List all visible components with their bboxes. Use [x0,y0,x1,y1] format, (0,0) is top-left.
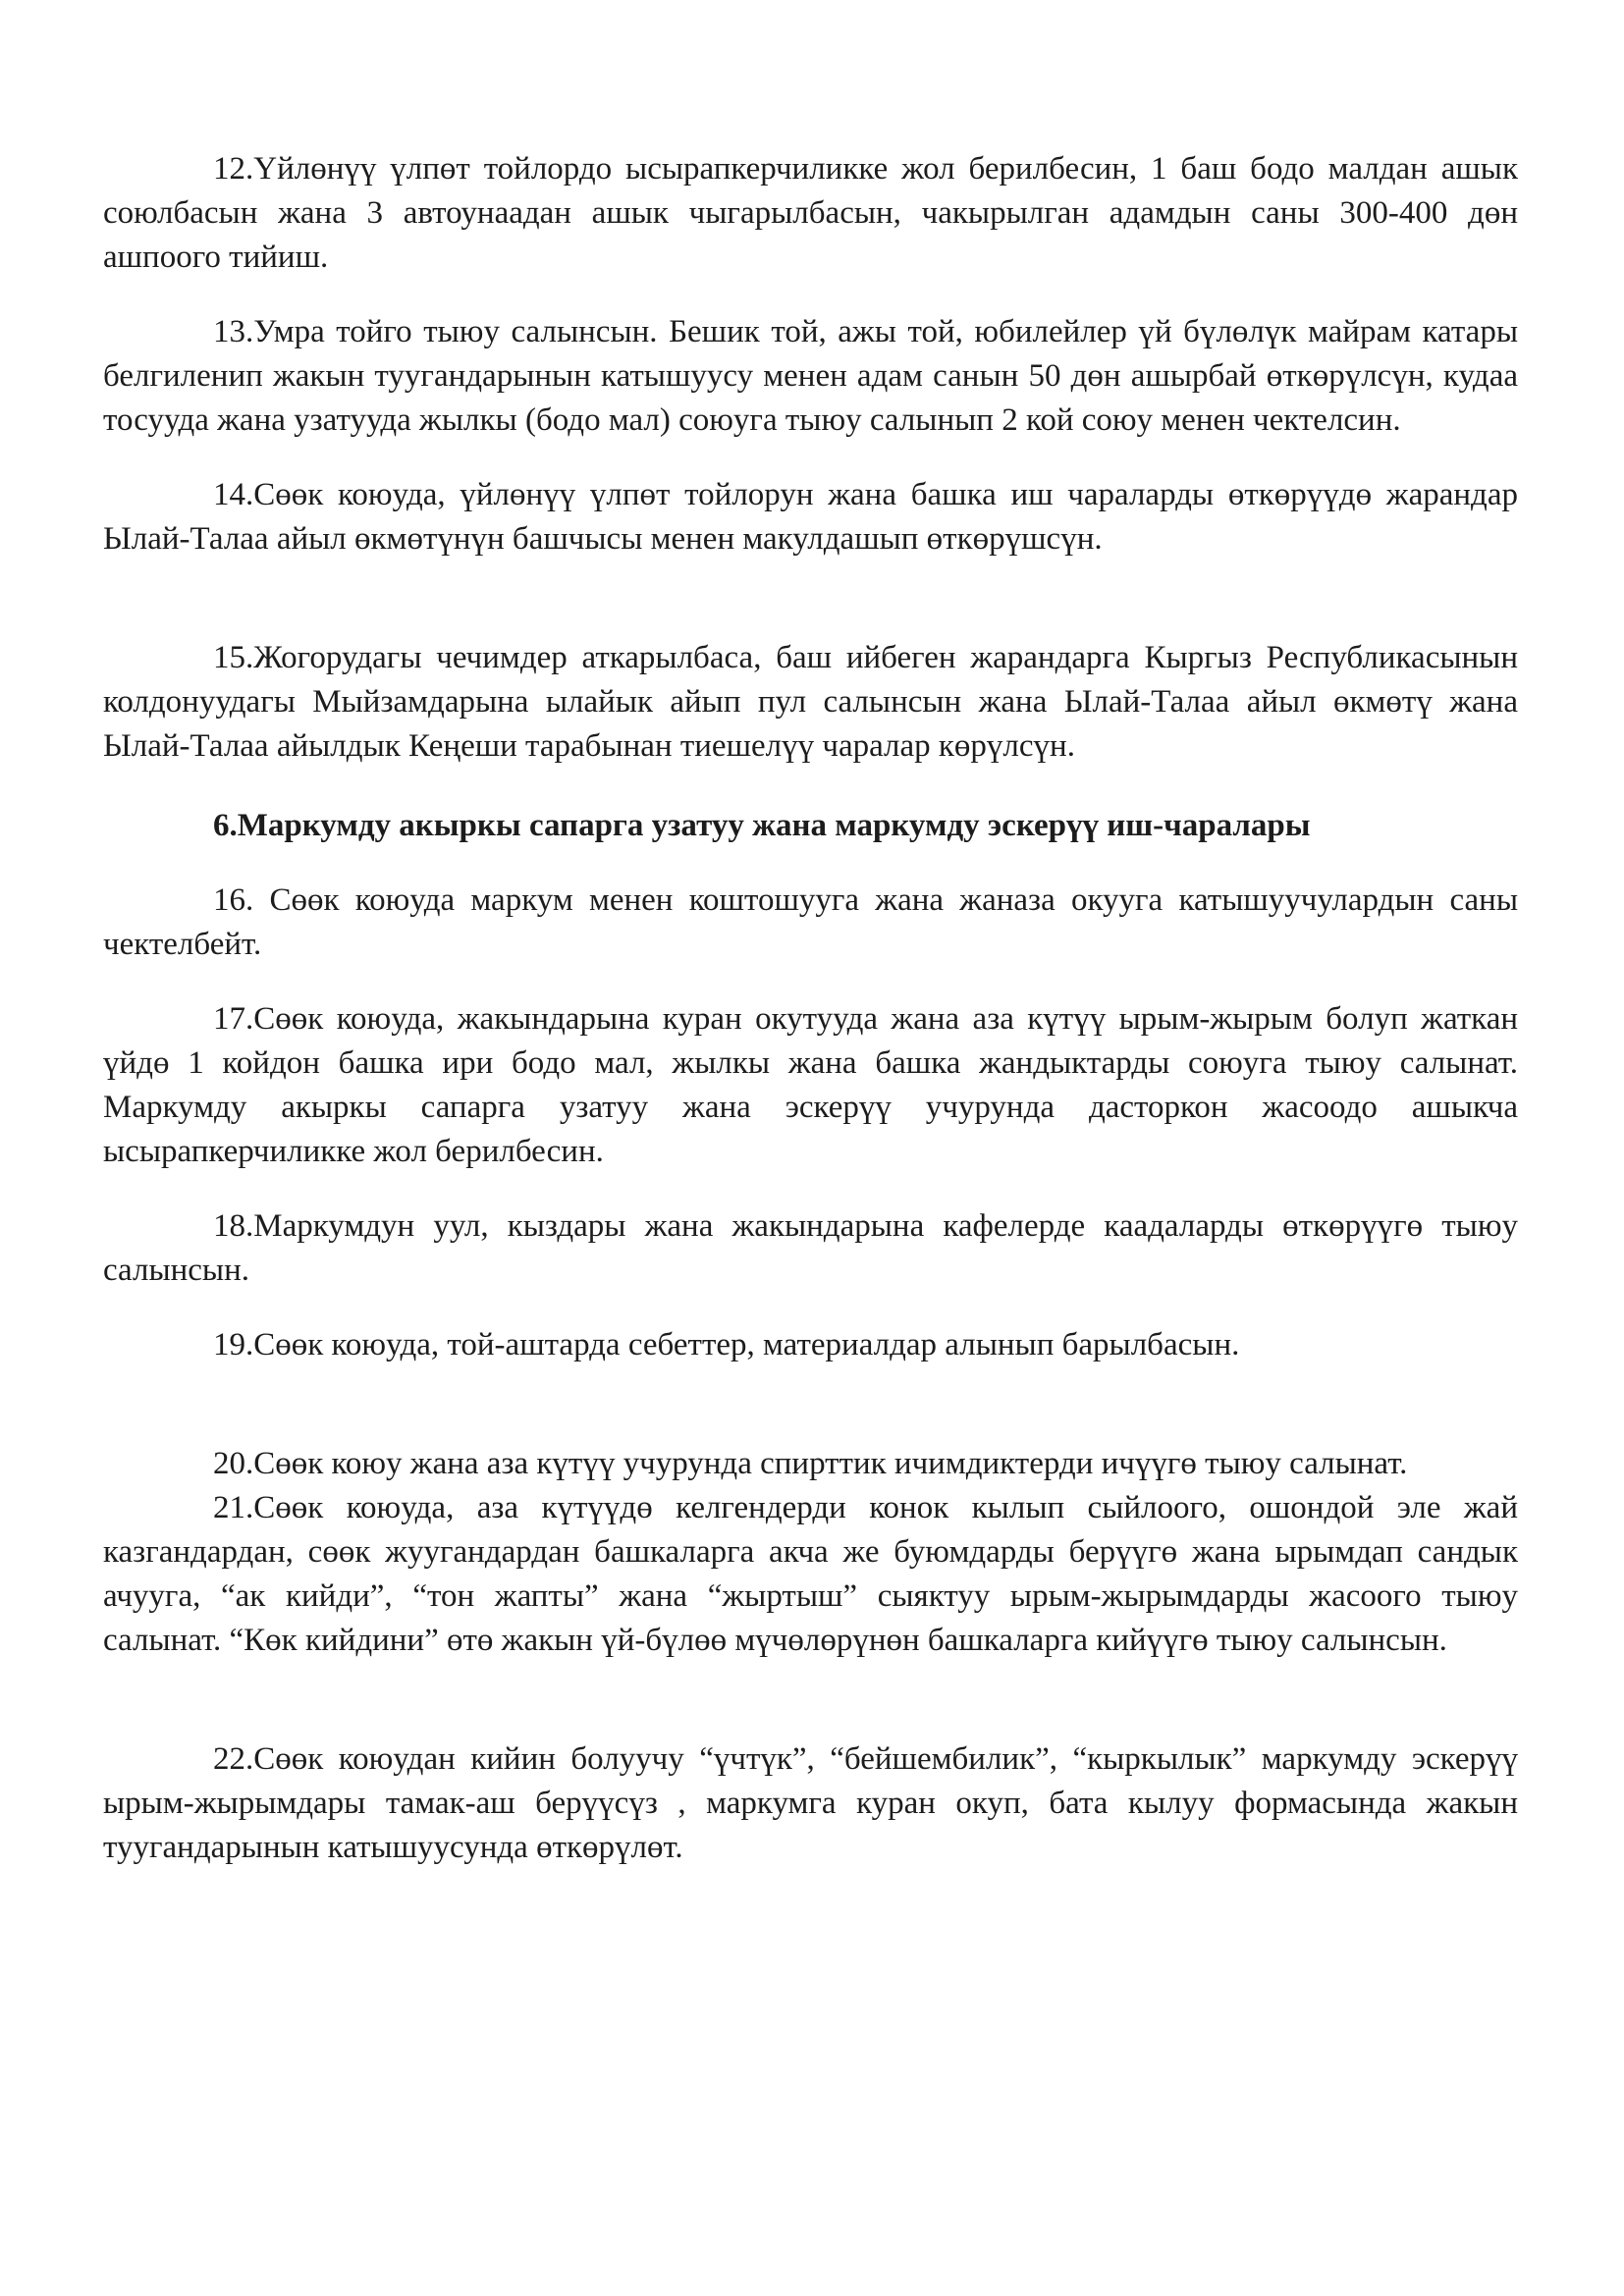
paragraph-18: 18.Маркумдун уул, кыздары жана жакындарына кафелерде каадаларды өткөрүүгө тыюу салынсын. [103,1208,1518,1288]
paragraph-12: 12.Үйлөнүү үлпөт тойлордо ысырапкерчиликке жол берилбесин, 1 баш бодо малдан ашык союлбасын жана 3 автоунаадан ашык чыгарылбасын, чакырылган адамдын саны 300-400 дөн ашпоого тийиш. [103,151,1518,275]
paragraph-17: 17.Сөөк коюуда, жакындарына куран окутууда жана аза күтүү ырым-жырым болуп жаткан үйдө 1 койдон башка ири бодо мал, жылкы жана башка жандыктарды союуга тыюу салынат. Маркумду акыркы сапарга узатуу жана эскерүү учурунда дасторкон жасоодо ашыкча ысырапкерчиликке жол берилбесин. [103,1001,1518,1169]
paragraph-15: 15.Жогорудагы чечимдер аткарылбаса, баш ийбеген жарандарга Кыргыз Республикасынын колдонуудагы Мыйзамдарына ылайык айып пул салынсын жана Ылай-Талаа айыл өкмөтү жана Ылай-Талаа айылдык Кеңеши тарабынан тиешелүү чаралар көрүлсүн. [103,640,1518,764]
paragraph-14: 14.Сөөк коюуда, үйлөнүү үлпөт тойлорун жана башка иш чараларды өткөрүүдө жарандар Ылай-Талаа айыл өкмөтүнүн башчысы менен макулдашып өткөрүшсүн. [103,477,1518,557]
paragraph-21: 21.Сөөк коюуда, аза күтүүдө келгендерди конок кылып сыйлоого, ошондой эле жай казгандардан, сөөк жуугандардан башкаларга акча же буюмдарды берүүгө жана ырымдап сандык ачууга, “ак кийди”, “тон жапты” жана “жыртыш” сыяктуу ырым-жырымдарды жасоого тыюу салынат. “Көк кийдини” өтө жакын үй-бүлөө мүчөлөрүнөн башкаларга кийүүгө тыюу салынсын. [103,1490,1518,1658]
paragraph-19: 19.Сөөк коюуда, той-аштарда себеттер, материалдар алынып барылбасын. [213,1327,1240,1362]
paragraph-20: 20.Сөөк коюу жана аза күтүү учурунда спирттик ичимдиктерди ичүүгө тыюу салынат. [213,1446,1408,1481]
paragraph-16: 16. Сөөк коюуда маркум менен коштошууга жана жаназа окууга катышуучулардын саны чектелбейт. [103,882,1518,962]
paragraph-22: 22.Сөөк коюудан кийин болуучу “үчтүк”, “бейшембилик”, “кыркылык” маркумду эскерүү ырым-жырымдары тамак-аш берүүсүз , маркумга куран окуп, бата кылуу формасында жакын туугандарынын катышуусунда өткөрүлөт. [103,1741,1518,1865]
paragraph-13: 13.Умра тойго тыюу салынсын. Бешик той, ажы той, юбилейлер үй бүлөлүк майрам катары белгиленип жакын туугандарынын катышуусу менен адам санын 50 дөн ашырбай өткөрүлсүн, кудаа тосууда жана узатууда жылкы (бодо мал) союуга тыюу салынып 2 кой союу менен чектелсин. [103,314,1518,438]
section-heading: 6.Маркумду акыркы сапарга узатуу жана маркумду эскерүү иш-чаралары [213,808,1311,843]
